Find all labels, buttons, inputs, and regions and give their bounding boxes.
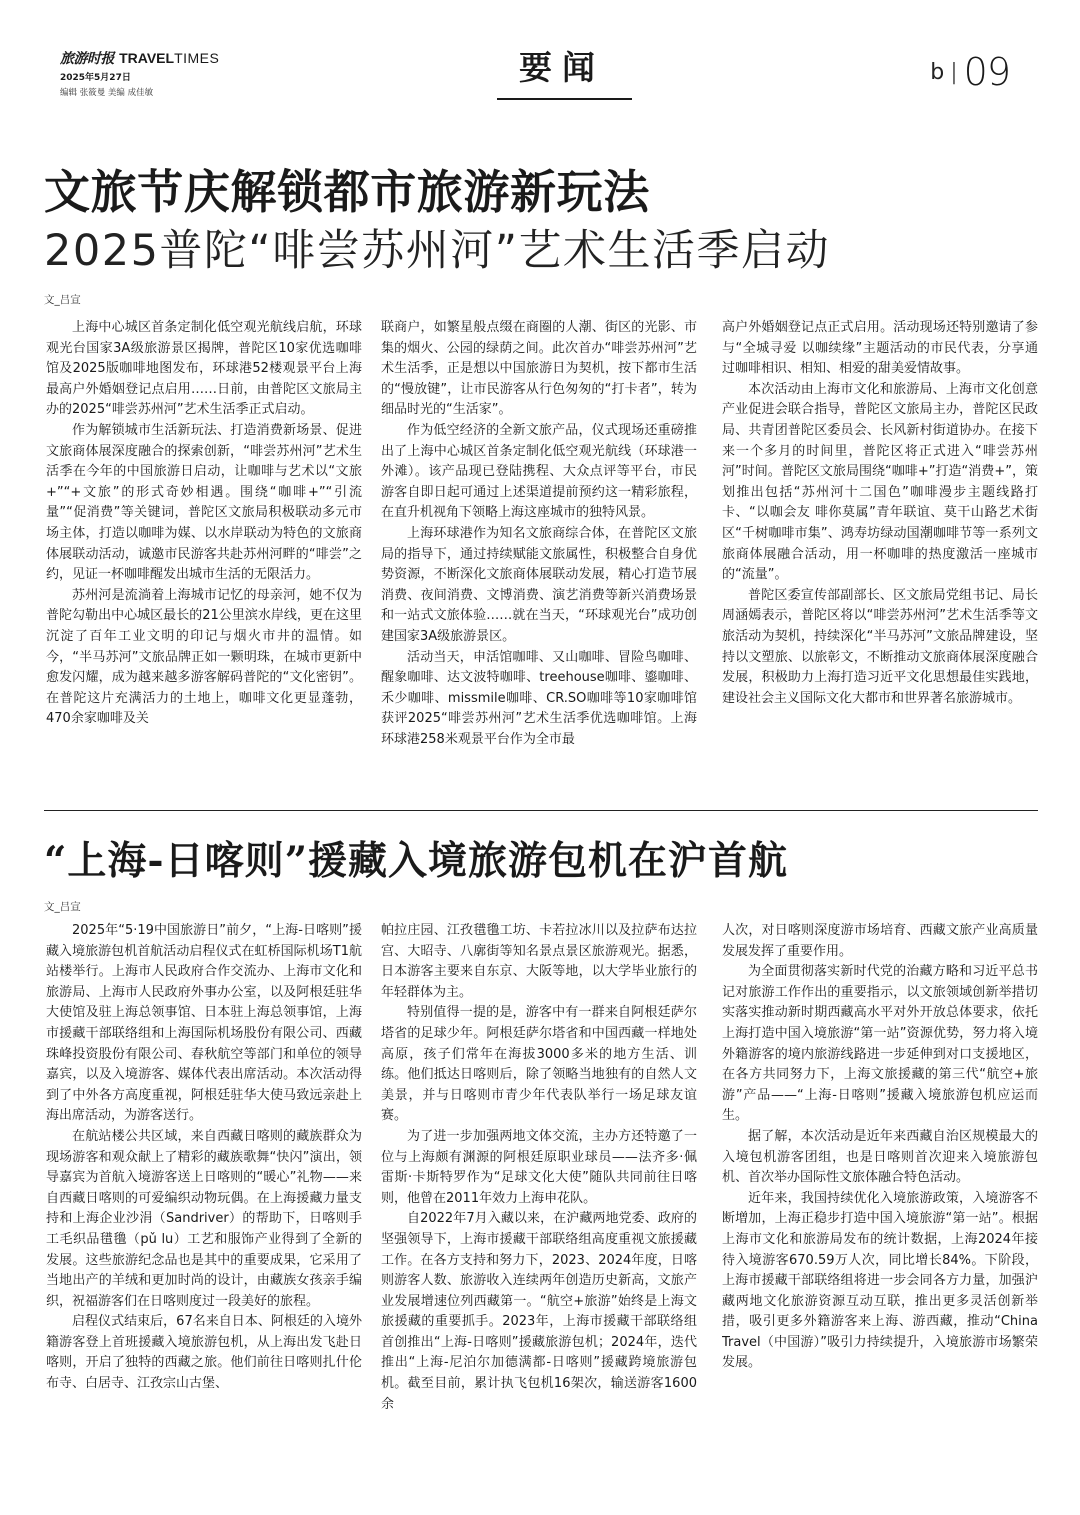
paragraph: 上海中心城区首条定制化低空观光航线启航，环球观光台国家3A级旅游景区揭牌，普陀区10家优选咖啡馆及2025版咖啡地图发布，环球港52楼观景平台上海最高户外婚姻登记点启用……日前，由普陀区文旅局主办的2025“啡尝苏州河”艺术生活季正式启动。 [46, 320, 362, 418]
article1-column-3 [722, 318, 1038, 792]
newspaper-brand [60, 48, 219, 68]
article2-column-1 [46, 921, 362, 1441]
article1-byline: 文_吕宣 [44, 294, 81, 306]
article2-column-3 [722, 921, 1038, 1441]
paragraph: 帕拉庄园、江孜氆氇工坊、卡若拉冰川以及拉萨布达拉宫、大昭寺、八廓街等知名景点景区旅游观光。据悉，日本游客主要来自东京、大阪等地，以大学毕业旅行的年轻群体为主。 [381, 923, 697, 1000]
page-number: 09 [963, 50, 1010, 94]
paragraph: 在航站楼公共区域，来自西藏日喀则的藏族群众为现场游客和观众献上了精彩的藏族歌舞“快闪”演出，领导嘉宾为首航入境游客送上日喀则的“暖心”礼物——来自西藏日喀则的可爱编织动物玩偶。在上海援藏力量支持和上海企业沙涓（Sandriver）的帮助下，日喀则手工毛织品氆氇（pǔ lu）工艺和服饰产业得到了全新的发展。这些旅游纪念品也是其中的重要成果，它采用了当地出产的羊绒和更加时尚的设计，由藏族女孩亲手编织，祝福游客们在日喀则度过一段美好的旅程。 [46, 1128, 362, 1309]
article2-byline: 文_吕宣 [44, 901, 81, 913]
paragraph: 为全面贯彻落实新时代党的治藏方略和习近平总书记对旅游工作作出的重要指示，以文旅领域创新举措切实落实推动新时期西藏高水平对外开放总体要求，依托上海打造中国入境旅游“第一站”资源优势，努力将入境外籍游客的境内旅游线路进一步延伸到对口支援地区，在各方共同努力下，上海文旅援藏的第三代“航空+旅游”产品——“上海-日喀则”援藏入境旅游包机应运而生。 [722, 964, 1038, 1124]
article1-headline: 文旅节庆解锁都市旅游新玩法 [44, 165, 650, 219]
paragraph: 作为解锁城市生活新玩法、打造消费新场景、促进文旅商体展深度融合的探索创新，“啡尝苏州河”艺术生活季在今年的中国旅游日启动，让咖啡与艺术以“文旅+”“+文旅”的形式奇妙相遇。围绕“咖啡+”“引流量”“促消费”等关键词，普陀区文旅局积极联动多元市场主体，打造以咖啡为媒、以水岸联动为特色的文旅商体展联动活动，诚邀市民游客共赴苏州河畔的“啡尝”之约，见证一杯咖啡醒发出城市生活的无限活力。 [46, 422, 362, 583]
paragraph: 特别值得一提的是，游客中有一群来自阿根廷萨尔塔省的足球少年。阿根廷萨尔塔省和中国西藏一样地处高原，孩子们常年在海拔3000多米的地方生活、训练。他们抵达日喀则后，除了领略当地独有的自然人文美景，并与日喀则市青少年代表队举行一场足球友谊赛。 [381, 1005, 697, 1124]
masthead [60, 48, 1020, 108]
section-underline [497, 98, 632, 100]
paragraph: 苏州河是流淌着上海城市记忆的母亲河，她不仅为普陀勾勒出中心城区最长的21公里滨水岸线，更在这里沉淀了百年工业文明的印记与烟火市井的温情。如今，“半马苏河”文旅品牌正如一颗明珠，在城市更新中愈发闪耀，成为越来越多游客解码普陀的“文化密钥”。在普陀这片充满活力的土地上，咖啡文化更显蓬勃，470余家咖啡及关 [46, 587, 362, 727]
page-separator: | [950, 60, 958, 85]
paragraph: 本次活动由上海市文化和旅游局、上海市文化创意产业促进会联合指导，普陀区文旅局主办，普陀区民政局、共青团普陀区委员会、长风新村街道协办。在接下来一个多月的时间里，普陀区将正式进入“啡尝苏州河”时间。普陀区文旅局围绕“咖啡+”打造“消费+”，策划推出包括“苏州河十二国色”咖啡漫步主题线路打卡、“以咖会友 啡你莫属”青年联谊、莫干山路艺术街区“千树咖啡市集”、鸿寿坊绿动国潮咖啡节等一系列文旅商体展融合活动，用一杯咖啡的热度激活一座城市的“流量”。 [722, 381, 1038, 583]
paragraph: 近年来，我国持续优化入境旅游政策，入境游客不断增加，上海正稳步打造中国入境旅游“第一站”。根据上海市文化和旅游局发布的统计数据，上海2024年接待入境游客670.59万人次，同比增长84%。下阶段，上海市援藏干部联络组将进一步会同各方力量，加强沪藏两地文化旅游资源互动互联，推出更多灵活创新举措，吸引更多外籍游客来上海、游西藏，推动“China Travel（中国游）”吸引力持续提升，入境旅游市场繁荣发展。 [722, 1190, 1038, 1371]
paragraph: 人次，对日喀则深度游市场培育、西藏文旅产业高质量发展发挥了重要作用。 [722, 923, 1038, 959]
article2-column-2 [381, 921, 697, 1441]
article-divider [44, 810, 1038, 811]
brand-english-light: TIMES [174, 50, 220, 66]
paragraph: 据了解，本次活动是近年来西藏自治区规模最大的入境包机游客团组，也是日喀则首次迎来入境旅游包机、首次举办国际性文旅体融合特色活动。 [722, 1128, 1038, 1186]
section-title: 要闻 [519, 48, 605, 87]
paragraph: 启程仪式结束后，67名来自日本、阿根廷的入境外籍游客登上首班援藏入境旅游包机，从上海出发飞赴日喀则，开启了独特的西藏之旅。他们前往日喀则扎什伦布寺、白居寺、江孜宗山古堡、 [46, 1314, 362, 1392]
paragraph: 为了进一步加强两地文体交流，主办方还特邀了一位与上海颇有渊源的阿根廷原职业球员——法齐多·佩雷斯·卡斯特罗作为“足球文化大使”随队共同前往日喀则，他曾在2011年效力上海申花队。 [381, 1128, 697, 1206]
editor-credits: 编辑 张筱曼 美编 成佳敏 [60, 88, 154, 98]
paragraph: 2025年“5·19中国旅游日”前夕，“上海-日喀则”援藏入境旅游包机首航活动启程仪式在虹桥国际机场T1航站楼举行。上海市人民政府合作交流办、上海市文化和旅游局、上海市人民政府外事办公室，以及阿根廷驻华大使馆及驻上海总领事馆、日本驻上海总领事馆，上海市援藏干部联络组和上海国际机场股份有限公司、西藏珠峰投资股份有限公司、春秋航空等部门和单位的领导嘉宾，以及入境游客、媒体代表出席活动。本次活动得到了中外各方高度重视，阿根廷驻华大使马致远亲赴上海出席活动，为游客送行。 [46, 923, 362, 1124]
paragraph: 作为低空经济的全新文旅产品，仪式现场还重磅推出了上海中心城区首条定制化低空观光航线（环球港一外滩）。该产品现已登陆携程、大众点评等平台，市民游客自即日起可通过上述渠道提前预约这一精彩旅程，在直升机视角下领略上海这座城市的独特风景。 [381, 422, 697, 521]
article1-subheadline: 2025普陀“啡尝苏州河”艺术生活季启动 [44, 226, 830, 276]
paragraph: 自2022年7月入藏以来，在沪藏两地党委、政府的坚强领导下，上海市援藏干部联络组高度重视文旅援藏工作。在各方支持和努力下，2023、2024年度，日喀则游客人数、旅游收入连续两年创造历史新高，文旅产业发展增速位列西藏第一。“航空+旅游”始终是上海文旅援藏的重要抓手。2023年，上海市援藏干部联络组首创推出“上海-日喀则”援藏旅游包机；2024年，迭代推出“上海-尼泊尔加德满都-日喀则”援藏跨境旅游包机。截至目前，累计执飞包机16架次，输送游客1600余 [381, 1211, 697, 1412]
article2-headline: “上海-日喀则”援藏入境旅游包机在沪首航 [44, 838, 789, 884]
paragraph: 联商户，如繁星般点缀在商圈的人潮、街区的光影、市集的烟火、公园的绿荫之间。此次首办“啡尝苏州河”艺术生活季，正是想以中国旅游日为契机，按下都市生活的“慢放键”，让市民游客从行色匆匆的“打卡者”，转为细品时光的“生活家”。 [381, 320, 697, 418]
paragraph: 活动当天，申活馆咖啡、又山咖啡、冒险鸟咖啡、醒象咖啡、达文波特咖啡、treehouse咖啡、鎏咖啡、禾少咖啡、missmile咖啡、CR.SO咖啡等10家咖啡馆获评2025“啡尝苏州河”艺术生活季优选咖啡馆。上海环球港258米观景平台作为全市最 [381, 649, 697, 747]
page-number-block [930, 50, 1010, 94]
paragraph: 上海环球港作为知名文旅商综合体，在普陀区文旅局的指导下，通过持续赋能文旅属性，积极整合自身优势资源，不断深化文旅商体展联动发展，精心打造节展消费、夜间消费、文博消费、演艺消费等新兴消费场景和一站式文旅体验……就在当天，“环球观光台”成功创建国家3A级旅游景区。 [381, 525, 697, 644]
article1-column-2 [381, 318, 697, 792]
paragraph: 普陀区委宣传部副部长、区文旅局党组书记、局长周涵嫣表示，普陀区将以“啡尝苏州河”艺术生活季等文旅活动为契机，持续深化“半马苏河”文旅品牌建设，坚持以文塑旅、以旅彰文，不断推动文旅商体展深度融合发展，积极助力上海打造习近平文化思想最佳实践地，建设社会主义国际文化大都市和世界著名旅游城市。 [722, 587, 1038, 706]
brand-chinese: 旅游时报 [60, 51, 114, 67]
brand-english-bold: TRAVEL [119, 50, 175, 66]
paragraph: 高户外婚姻登记点正式启用。活动现场还特别邀请了参与“全城寻爱 以咖续缘”主题活动的市民代表，分享通过咖啡相识、相知、相爱的甜美爱情故事。 [722, 320, 1038, 377]
article1-column-1 [46, 318, 362, 792]
page-prefix: b [930, 60, 945, 85]
issue-date: 2025年5月27日 [60, 73, 131, 83]
